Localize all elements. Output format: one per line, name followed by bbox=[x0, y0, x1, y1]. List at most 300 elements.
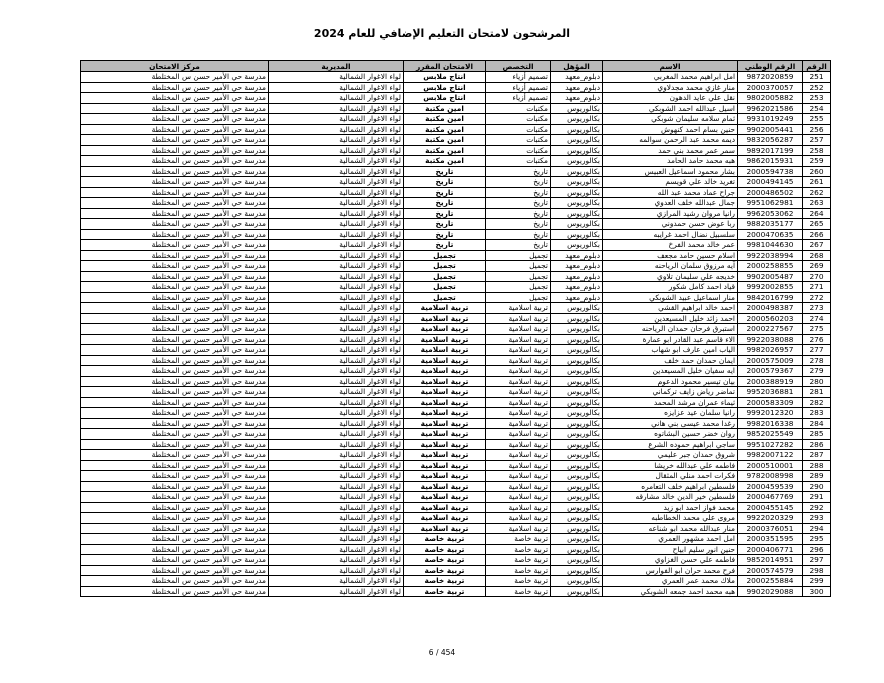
cell-exam-center: مدرسة حي الأمير حسن س المختلطة bbox=[81, 492, 269, 503]
cell-national-id: 9832056287 bbox=[738, 135, 803, 146]
cell-exam: تاريخ bbox=[404, 219, 486, 230]
cell-exam-center: مدرسة حي الأمير حسن س المختلطة bbox=[81, 271, 269, 282]
cell-number: 255 bbox=[803, 114, 831, 125]
cell-exam: تربية اسلامية bbox=[404, 439, 486, 450]
cell-name: اسيل عبدالله احمد الشوبكي bbox=[603, 103, 738, 114]
cell-national-id: 2000255884 bbox=[738, 576, 803, 587]
header-cell-exam: الامتحان المقرر bbox=[404, 61, 486, 72]
table-row bbox=[81, 555, 831, 566]
cell-name: آيه مرزوق سلمان الرياحنه bbox=[603, 261, 738, 272]
cell-number: 279 bbox=[803, 366, 831, 377]
cell-exam-center: مدرسة حي الأمير حسن س المختلطة bbox=[81, 481, 269, 492]
cell-directorate: لواء الاغوار الشمالية bbox=[269, 523, 404, 534]
cell-name: فكرات احمد منلي المثقال bbox=[603, 471, 738, 482]
cell-name: ثمام سلامه سليمان شوبكي bbox=[603, 114, 738, 125]
cell-national-id: 9931019249 bbox=[738, 114, 803, 125]
table-row bbox=[81, 355, 831, 366]
cell-number: 290 bbox=[803, 481, 831, 492]
cell-name: ديمه محمد عبد الرحمن سوالمه bbox=[603, 135, 738, 146]
cell-specialization: تاريخ bbox=[486, 240, 551, 251]
cell-national-id: 2000498387 bbox=[738, 303, 803, 314]
cell-qualification: بكالوريوس bbox=[551, 439, 603, 450]
cell-exam: تاريخ bbox=[404, 187, 486, 198]
cell-number: 299 bbox=[803, 576, 831, 587]
cell-exam-center: مدرسة حي الأمير حسن س المختلطة bbox=[81, 345, 269, 356]
cell-name: منار عبدالله محمد ابو شناعه bbox=[603, 523, 738, 534]
cell-directorate: لواء الاغوار الشمالية bbox=[269, 208, 404, 219]
cell-exam: تربية اسلامية bbox=[404, 334, 486, 345]
cell-exam-center: مدرسة حي الأمير حسن س المختلطة bbox=[81, 187, 269, 198]
cell-qualification: بكالوريوس bbox=[551, 345, 603, 356]
cell-specialization: تربية اسلامية bbox=[486, 366, 551, 377]
cell-directorate: لواء الاغوار الشمالية bbox=[269, 502, 404, 513]
cell-directorate: لواء الاغوار الشمالية bbox=[269, 303, 404, 314]
cell-qualification: بكالوريوس bbox=[551, 513, 603, 524]
header-cell-number: الرقم bbox=[803, 61, 831, 72]
cell-exam-center: مدرسة حي الأمير حسن س المختلطة bbox=[81, 177, 269, 188]
cell-number: 256 bbox=[803, 124, 831, 135]
cell-directorate: لواء الاغوار الشمالية bbox=[269, 418, 404, 429]
table-row bbox=[81, 93, 831, 104]
table-row bbox=[81, 166, 831, 177]
cell-name: الياب امين عارف ابو شهاب bbox=[603, 345, 738, 356]
cell-qualification: بكالوريوس bbox=[551, 124, 603, 135]
cell-specialization: تصميم أزياء bbox=[486, 93, 551, 104]
cell-specialization: تاريخ bbox=[486, 219, 551, 230]
cell-qualification: بكالوريوس bbox=[551, 219, 603, 230]
cell-name: رغدا محمد عيسى بني هاني bbox=[603, 418, 738, 429]
cell-specialization: تربية اسلامية bbox=[486, 513, 551, 524]
cell-exam: تجميل bbox=[404, 271, 486, 282]
cell-qualification: بكالوريوس bbox=[551, 492, 603, 503]
cell-exam-center: مدرسة حي الأمير حسن س المختلطة bbox=[81, 282, 269, 293]
cell-national-id: 9952036881 bbox=[738, 387, 803, 398]
cell-qualification: بكالوريوس bbox=[551, 471, 603, 482]
cell-exam: تربية اسلامية bbox=[404, 492, 486, 503]
table-row bbox=[81, 397, 831, 408]
cell-qualification: دبلوم_معهد bbox=[551, 282, 603, 293]
header-cell-specialization: التخصص bbox=[486, 61, 551, 72]
cell-directorate: لواء الاغوار الشمالية bbox=[269, 187, 404, 198]
cell-qualification: بكالوريوس bbox=[551, 156, 603, 167]
cell-name: احمد خالد ابراهيم القشي bbox=[603, 303, 738, 314]
table-row bbox=[81, 534, 831, 545]
cell-exam-center: مدرسة حي الأمير حسن س المختلطة bbox=[81, 124, 269, 135]
cell-exam: امين مكتبة bbox=[404, 124, 486, 135]
cell-specialization: تربية خاصة bbox=[486, 565, 551, 576]
cell-specialization: تجميل bbox=[486, 292, 551, 303]
cell-specialization: تاريخ bbox=[486, 229, 551, 240]
candidates-table bbox=[80, 60, 831, 597]
table-row bbox=[81, 450, 831, 461]
cell-exam-center: مدرسة حي الأمير حسن س المختلطة bbox=[81, 261, 269, 272]
cell-national-id: 2000459539 bbox=[738, 481, 803, 492]
cell-national-id: 9782008998 bbox=[738, 471, 803, 482]
cell-exam: امين مكتبة bbox=[404, 145, 486, 156]
cell-national-id: 9842016799 bbox=[738, 292, 803, 303]
cell-specialization: تربية اسلامية bbox=[486, 460, 551, 471]
cell-exam-center: مدرسة حي الأمير حسن س المختلطة bbox=[81, 82, 269, 93]
cell-exam-center: مدرسة حي الأمير حسن س المختلطة bbox=[81, 156, 269, 167]
cell-exam-center: مدرسة حي الأمير حسن س المختلطة bbox=[81, 292, 269, 303]
cell-exam-center: مدرسة حي الأمير حسن س المختلطة bbox=[81, 114, 269, 125]
cell-national-id: 2000583309 bbox=[738, 397, 803, 408]
cell-directorate: لواء الاغوار الشمالية bbox=[269, 114, 404, 125]
table-row bbox=[81, 103, 831, 114]
cell-exam: تربية خاصة bbox=[404, 586, 486, 597]
cell-qualification: بكالوريوس bbox=[551, 135, 603, 146]
cell-national-id: 2000467769 bbox=[738, 492, 803, 503]
cell-directorate: لواء الاغوار الشمالية bbox=[269, 492, 404, 503]
cell-specialization: تربية خاصة bbox=[486, 544, 551, 555]
cell-directorate: لواء الاغوار الشمالية bbox=[269, 366, 404, 377]
table-row bbox=[81, 271, 831, 282]
cell-exam-center: مدرسة حي الأمير حسن س المختلطة bbox=[81, 523, 269, 534]
cell-exam-center: مدرسة حي الأمير حسن س المختلطة bbox=[81, 240, 269, 251]
cell-directorate: لواء الاغوار الشمالية bbox=[269, 460, 404, 471]
table-row bbox=[81, 324, 831, 335]
cell-qualification: بكالوريوس bbox=[551, 303, 603, 314]
table-row bbox=[81, 229, 831, 240]
table-row bbox=[81, 177, 831, 188]
table-row bbox=[81, 72, 831, 83]
table-row bbox=[81, 502, 831, 513]
cell-name: ايمان حمدان حمد خلف bbox=[603, 355, 738, 366]
cell-name: فاطمه علي حسن الغزاوي bbox=[603, 555, 738, 566]
cell-directorate: لواء الاغوار الشمالية bbox=[269, 376, 404, 387]
cell-name: محمد فواز احمد ابو زيد bbox=[603, 502, 738, 513]
cell-specialization: تربية اسلامية bbox=[486, 502, 551, 513]
cell-exam: تربية اسلامية bbox=[404, 408, 486, 419]
cell-number: 284 bbox=[803, 418, 831, 429]
cell-directorate: لواء الاغوار الشمالية bbox=[269, 250, 404, 261]
cell-qualification: دبلوم_معهد bbox=[551, 261, 603, 272]
cell-qualification: دبلوم_معهد bbox=[551, 82, 603, 93]
cell-specialization: تربية اسلامية bbox=[486, 376, 551, 387]
cell-number: 272 bbox=[803, 292, 831, 303]
cell-qualification: بكالوريوس bbox=[551, 408, 603, 419]
table-row bbox=[81, 198, 831, 209]
cell-directorate: لواء الاغوار الشمالية bbox=[269, 565, 404, 576]
cell-name: منار غازي محمد مجدلاوي bbox=[603, 82, 738, 93]
cell-name: بشار محمود اسماعيل العبيس bbox=[603, 166, 738, 177]
cell-exam: تربية اسلامية bbox=[404, 471, 486, 482]
cell-qualification: بكالوريوس bbox=[551, 460, 603, 471]
cell-qualification: بكالوريوس bbox=[551, 397, 603, 408]
cell-qualification: بكالوريوس bbox=[551, 502, 603, 513]
table-row bbox=[81, 376, 831, 387]
cell-name: ساجي ابراهيم حموده الشرع bbox=[603, 439, 738, 450]
cell-specialization: تربية اسلامية bbox=[486, 439, 551, 450]
cell-national-id: 2000494145 bbox=[738, 177, 803, 188]
cell-number: 278 bbox=[803, 355, 831, 366]
cell-exam-center: مدرسة حي الأمير حسن س المختلطة bbox=[81, 460, 269, 471]
cell-specialization: تربية اسلامية bbox=[486, 334, 551, 345]
cell-directorate: لواء الاغوار الشمالية bbox=[269, 576, 404, 587]
table-row bbox=[81, 334, 831, 345]
cell-exam: انتاج ملابس bbox=[404, 93, 486, 104]
cell-name: قياد احمد كامل شكور bbox=[603, 282, 738, 293]
cell-national-id: 9922038994 bbox=[738, 250, 803, 261]
table-row bbox=[81, 387, 831, 398]
cell-national-id: 9802005882 bbox=[738, 93, 803, 104]
cell-number: 252 bbox=[803, 82, 831, 93]
table-row bbox=[81, 313, 831, 324]
cell-directorate: لواء الاغوار الشمالية bbox=[269, 555, 404, 566]
cell-directorate: لواء الاغوار الشمالية bbox=[269, 313, 404, 324]
cell-directorate: لواء الاغوار الشمالية bbox=[269, 345, 404, 356]
table-header-row bbox=[81, 61, 831, 72]
cell-qualification: بكالوريوس bbox=[551, 387, 603, 398]
table-row bbox=[81, 208, 831, 219]
cell-number: 292 bbox=[803, 502, 831, 513]
table-row bbox=[81, 240, 831, 251]
cell-number: 258 bbox=[803, 145, 831, 156]
cell-exam: تربية اسلامية bbox=[404, 481, 486, 492]
cell-national-id: 2000575009 bbox=[738, 355, 803, 366]
cell-specialization: تربية اسلامية bbox=[486, 387, 551, 398]
cell-number: 286 bbox=[803, 439, 831, 450]
cell-name: ايه سفيان خليل المسيعدين bbox=[603, 366, 738, 377]
cell-directorate: لواء الاغوار الشمالية bbox=[269, 586, 404, 597]
cell-exam-center: مدرسة حي الأمير حسن س المختلطة bbox=[81, 145, 269, 156]
cell-qualification: بكالوريوس bbox=[551, 198, 603, 209]
cell-specialization: تجميل bbox=[486, 261, 551, 272]
cell-name: سمر عمر محمد بني حمد bbox=[603, 145, 738, 156]
cell-national-id: 9982007122 bbox=[738, 450, 803, 461]
cell-number: 285 bbox=[803, 429, 831, 440]
cell-specialization: مكتبات bbox=[486, 145, 551, 156]
cell-exam: تربية اسلامية bbox=[404, 313, 486, 324]
cell-exam-center: مدرسة حي الأمير حسن س المختلطة bbox=[81, 208, 269, 219]
cell-national-id: 2000470635 bbox=[738, 229, 803, 240]
cell-directorate: لواء الاغوار الشمالية bbox=[269, 387, 404, 398]
cell-exam-center: مدرسة حي الأمير حسن س المختلطة bbox=[81, 303, 269, 314]
cell-number: 289 bbox=[803, 471, 831, 482]
cell-specialization: تربية اسلامية bbox=[486, 313, 551, 324]
cell-exam: تجميل bbox=[404, 250, 486, 261]
cell-exam: تاريخ bbox=[404, 198, 486, 209]
cell-exam: تجميل bbox=[404, 292, 486, 303]
cell-name: عمر خالد محمد الفرخ bbox=[603, 240, 738, 251]
cell-directorate: لواء الاغوار الشمالية bbox=[269, 145, 404, 156]
cell-directorate: لواء الاغوار الشمالية bbox=[269, 229, 404, 240]
cell-exam: تاريخ bbox=[404, 208, 486, 219]
cell-directorate: لواء الاغوار الشمالية bbox=[269, 450, 404, 461]
cell-specialization: مكتبات bbox=[486, 124, 551, 135]
cell-qualification: دبلوم_معهد bbox=[551, 271, 603, 282]
table-row bbox=[81, 481, 831, 492]
cell-national-id: 2000574579 bbox=[738, 565, 803, 576]
table-row bbox=[81, 366, 831, 377]
cell-qualification: دبلوم_معهد bbox=[551, 292, 603, 303]
cell-specialization: تصميم أزياء bbox=[486, 72, 551, 83]
cell-national-id: 9852025549 bbox=[738, 429, 803, 440]
cell-national-id: 2000388919 bbox=[738, 376, 803, 387]
cell-number: 276 bbox=[803, 334, 831, 345]
cell-directorate: لواء الاغوار الشمالية bbox=[269, 292, 404, 303]
cell-qualification: دبلوم_معهد bbox=[551, 93, 603, 104]
table-row bbox=[81, 576, 831, 587]
cell-directorate: لواء الاغوار الشمالية bbox=[269, 439, 404, 450]
cell-specialization: تصميم أزياء bbox=[486, 82, 551, 93]
cell-qualification: بكالوريوس bbox=[551, 418, 603, 429]
cell-exam-center: مدرسة حي الأمير حسن س المختلطة bbox=[81, 366, 269, 377]
cell-qualification: بكالوريوس bbox=[551, 576, 603, 587]
cell-exam: تربية خاصة bbox=[404, 544, 486, 555]
cell-exam-center: مدرسة حي الأمير حسن س المختلطة bbox=[81, 93, 269, 104]
cell-specialization: تربية اسلامية bbox=[486, 418, 551, 429]
cell-exam-center: مدرسة حي الأمير حسن س المختلطة bbox=[81, 313, 269, 324]
table-row bbox=[81, 586, 831, 597]
cell-name: فاطمه علي عبدالله خريشا bbox=[603, 460, 738, 471]
cell-national-id: 2000486502 bbox=[738, 187, 803, 198]
table-row bbox=[81, 124, 831, 135]
cell-directorate: لواء الاغوار الشمالية bbox=[269, 481, 404, 492]
cell-qualification: بكالوريوس bbox=[551, 544, 603, 555]
cell-name: جراح عماد محمد عبد الله bbox=[603, 187, 738, 198]
cell-qualification: بكالوريوس bbox=[551, 187, 603, 198]
cell-name: ملاك محمد عمر العمري bbox=[603, 576, 738, 587]
cell-number: 259 bbox=[803, 156, 831, 167]
table-row bbox=[81, 523, 831, 534]
cell-name: اسلام حسين حامد مجعف bbox=[603, 250, 738, 261]
cell-directorate: لواء الاغوار الشمالية bbox=[269, 240, 404, 251]
page-number: 6 / 454 bbox=[428, 648, 456, 657]
cell-exam: تربية اسلامية bbox=[404, 397, 486, 408]
cell-exam: تربية اسلامية bbox=[404, 355, 486, 366]
cell-qualification: بكالوريوس bbox=[551, 103, 603, 114]
cell-specialization: تربية اسلامية bbox=[486, 324, 551, 335]
table-row bbox=[81, 418, 831, 429]
cell-national-id: 9902005487 bbox=[738, 271, 803, 282]
cell-exam: امين مكتبة bbox=[404, 135, 486, 146]
cell-qualification: بكالوريوس bbox=[551, 565, 603, 576]
cell-exam-center: مدرسة حي الأمير حسن س المختلطة bbox=[81, 250, 269, 261]
table-row bbox=[81, 250, 831, 261]
cell-directorate: لواء الاغوار الشمالية bbox=[269, 544, 404, 555]
table-row bbox=[81, 292, 831, 303]
cell-exam: انتاج ملابس bbox=[404, 72, 486, 83]
cell-specialization: تاريخ bbox=[486, 208, 551, 219]
cell-number: 257 bbox=[803, 135, 831, 146]
cell-national-id: 2000579367 bbox=[738, 366, 803, 377]
table-row bbox=[81, 261, 831, 272]
cell-exam-center: مدرسة حي الأمير حسن س المختلطة bbox=[81, 502, 269, 513]
cell-number: 281 bbox=[803, 387, 831, 398]
cell-name: امل احمد مشهور العمري bbox=[603, 534, 738, 545]
cell-exam-center: مدرسة حي الأمير حسن س المختلطة bbox=[81, 544, 269, 555]
cell-name: هبه محمد حامد الحامد bbox=[603, 156, 738, 167]
cell-national-id: 2000594738 bbox=[738, 166, 803, 177]
cell-national-id: 2000510001 bbox=[738, 460, 803, 471]
cell-national-id: 2000351595 bbox=[738, 534, 803, 545]
cell-number: 288 bbox=[803, 460, 831, 471]
cell-name: جمال عبدالله خلف العدوي bbox=[603, 198, 738, 209]
cell-name: حنين بسام احمد كنهوش bbox=[603, 124, 738, 135]
table-row bbox=[81, 114, 831, 125]
header-cell-name: الاسم bbox=[603, 61, 738, 72]
header-cell-exam-center: مركز الامتحان bbox=[81, 61, 269, 72]
cell-exam-center: مدرسة حي الأمير حسن س المختلطة bbox=[81, 439, 269, 450]
cell-name: فلسطين خير الدين خالد مشارقه bbox=[603, 492, 738, 503]
cell-number: 273 bbox=[803, 303, 831, 314]
cell-number: 251 bbox=[803, 72, 831, 83]
cell-directorate: لواء الاغوار الشمالية bbox=[269, 471, 404, 482]
cell-number: 293 bbox=[803, 513, 831, 524]
cell-number: 267 bbox=[803, 240, 831, 251]
cell-exam: تربية اسلامية bbox=[404, 345, 486, 356]
header-cell-qualification: المؤهل bbox=[551, 61, 603, 72]
cell-qualification: بكالوريوس bbox=[551, 334, 603, 345]
cell-national-id: 2000455145 bbox=[738, 502, 803, 513]
cell-number: 269 bbox=[803, 261, 831, 272]
cell-number: 282 bbox=[803, 397, 831, 408]
cell-name: نقل علي عايد الدهون bbox=[603, 93, 738, 104]
cell-directorate: لواء الاغوار الشمالية bbox=[269, 282, 404, 293]
cell-specialization: تجميل bbox=[486, 271, 551, 282]
cell-national-id: 9862015931 bbox=[738, 156, 803, 167]
cell-directorate: لواء الاغوار الشمالية bbox=[269, 271, 404, 282]
cell-national-id: 9922038088 bbox=[738, 334, 803, 345]
cell-national-id: 9902005441 bbox=[738, 124, 803, 135]
cell-exam-center: مدرسة حي الأمير حسن س المختلطة bbox=[81, 513, 269, 524]
cell-exam: تربية اسلامية bbox=[404, 523, 486, 534]
cell-national-id: 9852014951 bbox=[738, 555, 803, 566]
cell-directorate: لواء الاغوار الشمالية bbox=[269, 124, 404, 135]
cell-directorate: لواء الاغوار الشمالية bbox=[269, 429, 404, 440]
cell-name: رانيا مروان رشيد المرازي bbox=[603, 208, 738, 219]
cell-national-id: 9951027282 bbox=[738, 439, 803, 450]
cell-specialization: تربية اسلامية bbox=[486, 523, 551, 534]
cell-number: 280 bbox=[803, 376, 831, 387]
cell-national-id: 9872020859 bbox=[738, 72, 803, 83]
cell-exam: تربية خاصة bbox=[404, 534, 486, 545]
cell-exam-center: مدرسة حي الأمير حسن س المختلطة bbox=[81, 387, 269, 398]
cell-national-id: 2000258855 bbox=[738, 261, 803, 272]
cell-specialization: تربية خاصة bbox=[486, 555, 551, 566]
cell-directorate: لواء الاغوار الشمالية bbox=[269, 261, 404, 272]
cell-national-id: 9981044630 bbox=[738, 240, 803, 251]
cell-directorate: لواء الاغوار الشمالية bbox=[269, 534, 404, 545]
cell-national-id: 9892017199 bbox=[738, 145, 803, 156]
cell-exam: تربية اسلامية bbox=[404, 376, 486, 387]
cell-qualification: بكالوريوس bbox=[551, 376, 603, 387]
cell-directorate: لواء الاغوار الشمالية bbox=[269, 177, 404, 188]
cell-number: 271 bbox=[803, 282, 831, 293]
cell-specialization: مكتبات bbox=[486, 103, 551, 114]
table-row bbox=[81, 135, 831, 146]
cell-name: استبرق فرحان حمدان الرياحنه bbox=[603, 324, 738, 335]
cell-exam-center: مدرسة حي الأمير حسن س المختلطة bbox=[81, 229, 269, 240]
cell-directorate: لواء الاغوار الشمالية bbox=[269, 219, 404, 230]
cell-national-id: 9962053062 bbox=[738, 208, 803, 219]
cell-number: 300 bbox=[803, 586, 831, 597]
cell-specialization: تربية خاصة bbox=[486, 586, 551, 597]
header-cell-directorate: المديرية bbox=[269, 61, 404, 72]
cell-name: شروق حمدان جبر عليمي bbox=[603, 450, 738, 461]
cell-number: 260 bbox=[803, 166, 831, 177]
cell-exam: تاريخ bbox=[404, 229, 486, 240]
cell-name: روان خضر حسين البشاتوه bbox=[603, 429, 738, 440]
table-row bbox=[81, 156, 831, 167]
cell-name: امل ابراهيم محمد المغربي bbox=[603, 72, 738, 83]
cell-specialization: تجميل bbox=[486, 250, 551, 261]
cell-exam: تاريخ bbox=[404, 240, 486, 251]
cell-name: تغريد خالد علي قويسم bbox=[603, 177, 738, 188]
cell-qualification: بكالوريوس bbox=[551, 166, 603, 177]
cell-qualification: بكالوريوس bbox=[551, 450, 603, 461]
